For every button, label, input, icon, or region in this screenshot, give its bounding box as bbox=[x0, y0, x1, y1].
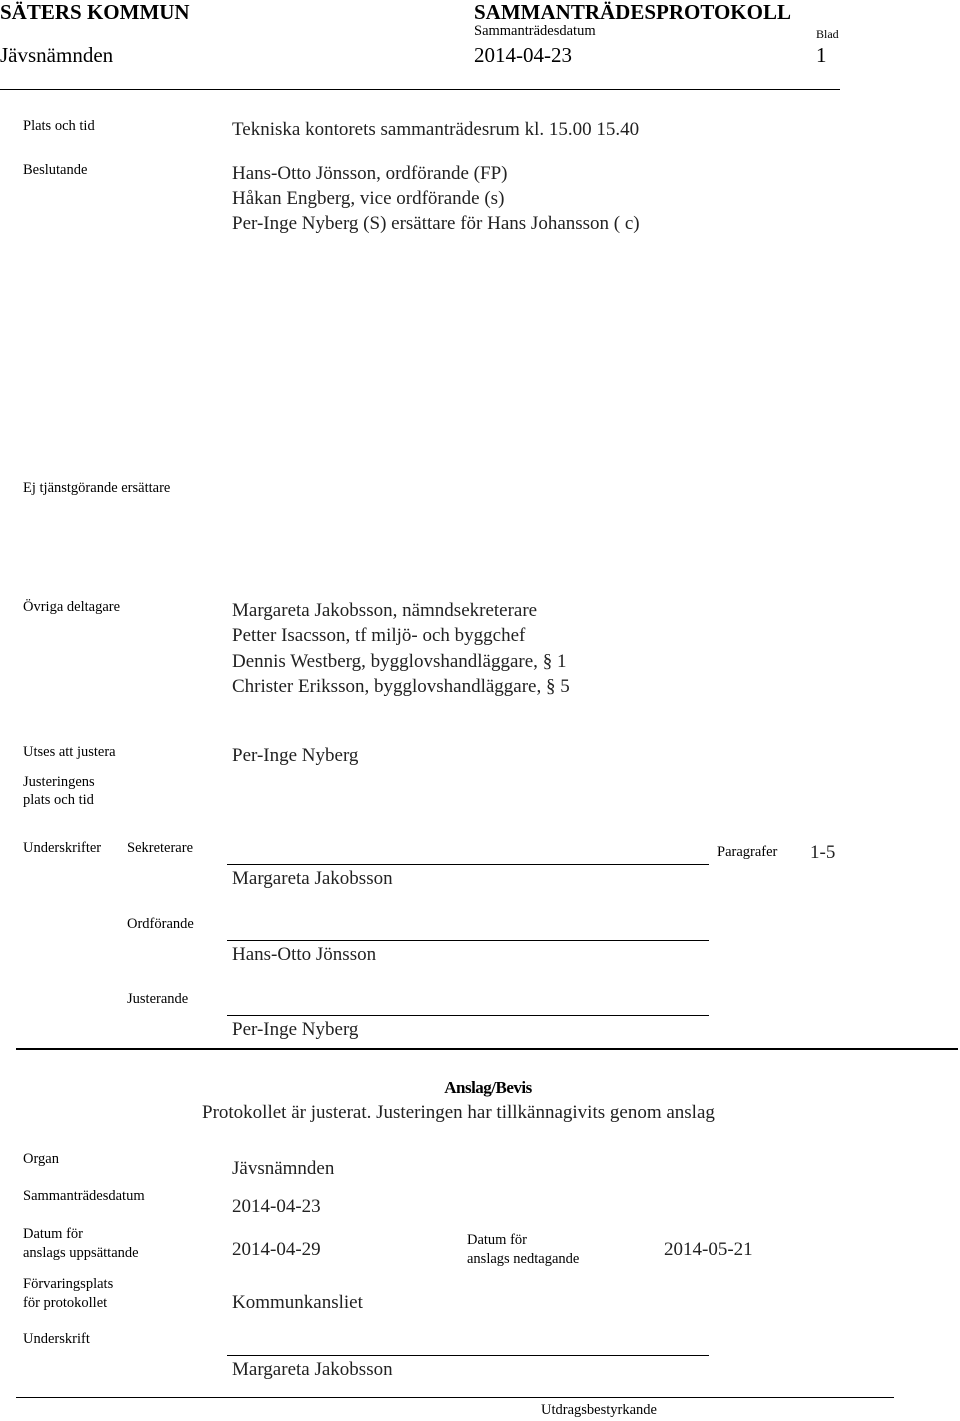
municipality-name: SÄTERS KOMMUN bbox=[0, 0, 190, 24]
notice-signature-name: Margareta Jakobsson bbox=[232, 1359, 393, 1380]
section-mark: § bbox=[545, 676, 556, 697]
chair-label: Ordförande bbox=[127, 916, 194, 932]
paragraphs-label: Paragrafer bbox=[717, 844, 778, 860]
adjuster-label: Utses att justera bbox=[23, 744, 116, 760]
header-committee: Jävsnämnden bbox=[0, 43, 114, 67]
storage-value: Kommunkansliet bbox=[232, 1292, 363, 1313]
adjuster-value: Per-Inge Nyberg bbox=[232, 745, 359, 766]
chair-signature-line bbox=[227, 940, 709, 941]
notice-subtitle: Protokollet är justerat. Justeringen har tillkännagivits genom anslag bbox=[202, 1102, 715, 1123]
deciding-member: Hans-Otto Jönsson, ordförande (FP) bbox=[232, 163, 508, 184]
chair-name: Hans-Otto Jönsson bbox=[232, 944, 377, 965]
signature-label: Underskrift bbox=[23, 1331, 90, 1347]
adjuster-signature-line bbox=[227, 1015, 709, 1016]
posted-value: 2014-04-29 bbox=[232, 1239, 321, 1260]
notice-date-label: Sammanträdesdatum bbox=[23, 1188, 145, 1204]
secretary-signature-line bbox=[227, 864, 709, 865]
others-label: Övriga deltagare bbox=[23, 599, 121, 615]
signatures-label: Underskrifter bbox=[23, 840, 102, 856]
header-date: 2014-04-23 bbox=[474, 43, 572, 67]
deciding-member: Håkan Engberg, vice ordförande (s) bbox=[232, 188, 505, 209]
deciding-member: Per-Inge Nyberg (S) ersättare för Hans Johansson ( c) bbox=[232, 213, 640, 234]
section-divider bbox=[16, 1048, 958, 1050]
notice-date-value: 2014-04-23 bbox=[232, 1196, 321, 1217]
other-participant: Petter Isacsson, tf miljö- och byggchef bbox=[232, 625, 526, 646]
adjust-place-label: Justeringens bbox=[23, 774, 95, 790]
other-participant bbox=[232, 651, 566, 673]
participant-text: Christer Eriksson, bygglovshandläggare, bbox=[232, 676, 542, 697]
place-value: Tekniska kontorets sammanträdesrum kl. 15.00 15.40 bbox=[232, 119, 640, 140]
organ-label: Organ bbox=[23, 1151, 59, 1167]
header-page: 1 bbox=[816, 43, 827, 67]
header-page-label: Blad bbox=[816, 27, 839, 41]
removed-value: 2014-05-21 bbox=[664, 1239, 753, 1260]
place-label: Plats och tid bbox=[23, 118, 95, 134]
notice-title: Anslag/Bevis bbox=[444, 1078, 532, 1097]
other-participant: Margareta Jakobsson, nämndsekreterare bbox=[232, 600, 538, 621]
deciding-label: Beslutande bbox=[23, 162, 88, 178]
removed-label: Datum för bbox=[467, 1232, 527, 1248]
participant-text: Dennis Westberg, bygglovshandläggare, bbox=[232, 651, 538, 672]
posted-label: anslags uppsättande bbox=[23, 1245, 139, 1261]
organ-value: Jävsnämnden bbox=[232, 1158, 335, 1179]
storage-label: Förvaringsplats bbox=[23, 1276, 114, 1292]
secretary-name: Margareta Jakobsson bbox=[232, 868, 393, 889]
paragraphs-value: 1-5 bbox=[810, 842, 836, 863]
substitutes-label: Ej tjänstgörande ersättare bbox=[23, 480, 171, 496]
notice-signature-line bbox=[227, 1355, 709, 1356]
header-date-label: Sammanträdesdatum bbox=[474, 23, 596, 39]
document-type: SAMMANTRÄDESPROTOKOLL bbox=[474, 0, 791, 24]
posted-label: Datum för bbox=[23, 1226, 83, 1242]
removed-label: anslags nedtagande bbox=[467, 1251, 580, 1267]
participant-paragraph: 5 bbox=[560, 676, 570, 697]
storage-label: för protokollet bbox=[23, 1295, 108, 1311]
certification-label: Utdragsbestyrkande bbox=[541, 1402, 657, 1418]
adjust-place-label: plats och tid bbox=[23, 792, 94, 808]
section-mark: § bbox=[542, 651, 553, 672]
adjuster-signature-name: Per-Inge Nyberg bbox=[232, 1019, 359, 1040]
adjuster-signature-label: Justerande bbox=[127, 991, 189, 1007]
bottom-divider bbox=[16, 1397, 894, 1398]
header-divider bbox=[0, 89, 840, 90]
other-participant bbox=[232, 676, 570, 698]
participant-paragraph: 1 bbox=[556, 651, 567, 672]
secretary-label: Sekreterare bbox=[127, 840, 194, 856]
